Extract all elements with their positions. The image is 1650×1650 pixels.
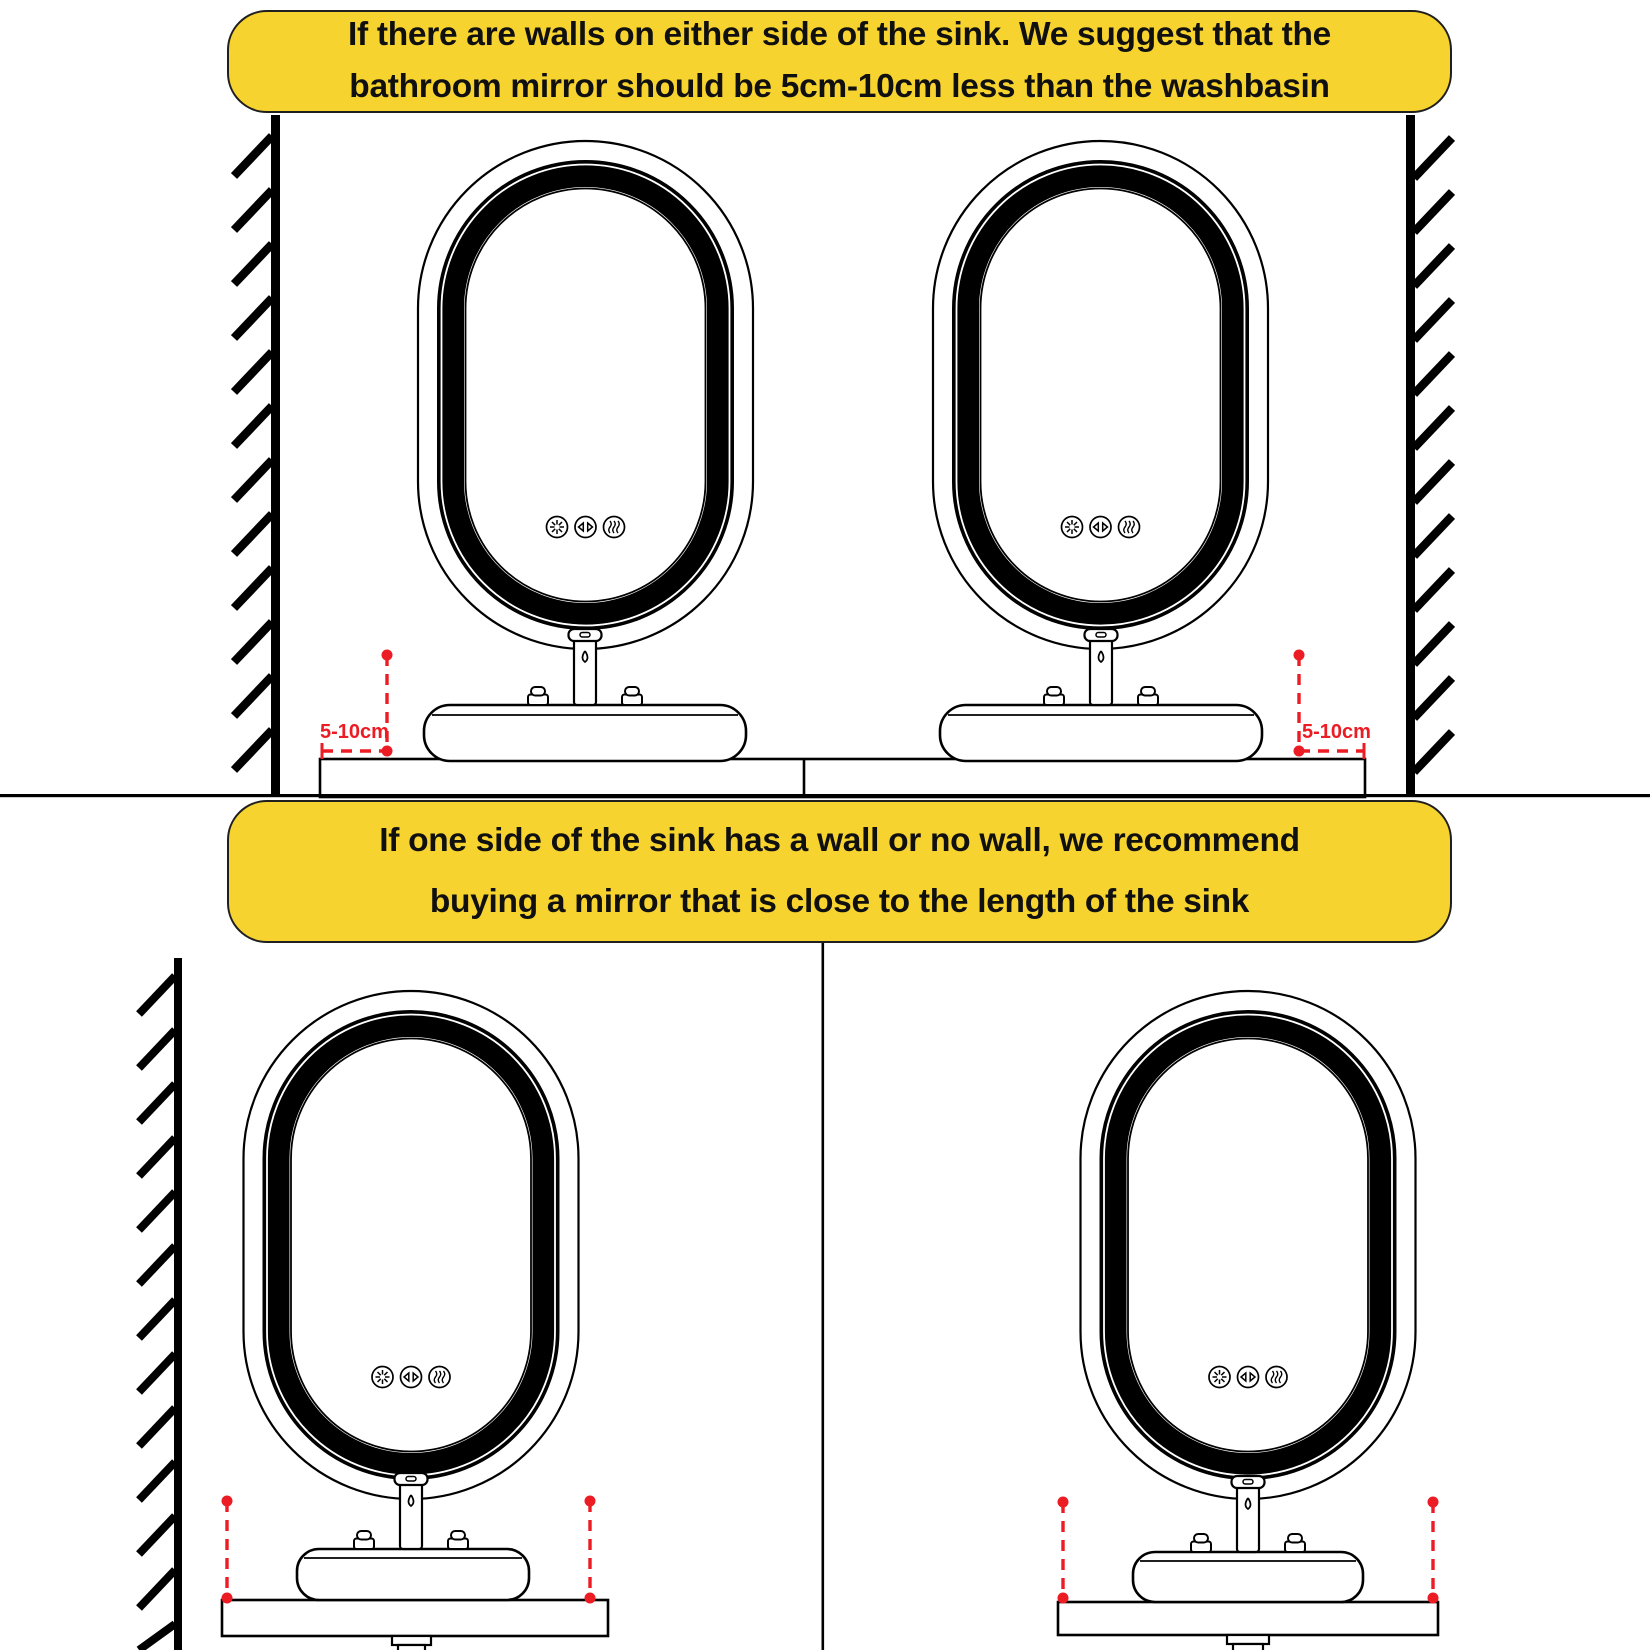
bottom-scene-no-wall bbox=[1058, 991, 1439, 1650]
countertop-top bbox=[320, 759, 1365, 797]
vessel-sink-top-left bbox=[424, 705, 746, 761]
vessel-sink-bottom-left bbox=[297, 1549, 529, 1600]
bottom-scene-single-wall bbox=[139, 958, 608, 1650]
dimension-label-top-left: 5-10cm bbox=[320, 721, 389, 743]
countertop-bottom-left bbox=[222, 1600, 608, 1636]
top-banner-line1: If there are walls on either side of the sink. We suggest that the bbox=[348, 16, 1331, 54]
led-mirror-top-right bbox=[933, 141, 1268, 649]
top-banner-line2: bathroom mirror should be 5cm-10cm less than the washbasin bbox=[349, 68, 1330, 105]
led-mirror-bottom-left bbox=[244, 991, 579, 1499]
scene-divider-vertical bbox=[822, 943, 825, 1650]
vessel-sink-top-right bbox=[940, 705, 1262, 761]
top-scene-double-wall bbox=[234, 115, 1452, 797]
bottom-instruction-banner bbox=[227, 800, 1452, 943]
drain-pipe-bottom-right bbox=[1227, 1635, 1269, 1650]
bottom-left-wall-hatching bbox=[139, 958, 182, 1650]
bottom-banner-line2: buying a mirror that is close to the length of the sink bbox=[429, 882, 1250, 920]
countertop-bottom-right bbox=[1058, 1602, 1438, 1635]
top-instruction-banner bbox=[227, 10, 1452, 113]
bottom-banner-line1: If one side of the sink has a wall or no wall, we recommend bbox=[379, 821, 1300, 859]
panels-divider-horizontal bbox=[0, 794, 1650, 797]
right-wall-hatching bbox=[1406, 115, 1452, 797]
dimension-label-top-right: 5-10cm bbox=[1302, 721, 1371, 743]
vessel-sink-bottom-right bbox=[1133, 1552, 1363, 1602]
drain-pipe-bottom-left bbox=[392, 1636, 431, 1650]
led-mirror-top-left bbox=[418, 141, 753, 649]
left-wall-hatching bbox=[234, 115, 280, 797]
led-mirror-bottom-right bbox=[1081, 991, 1416, 1499]
